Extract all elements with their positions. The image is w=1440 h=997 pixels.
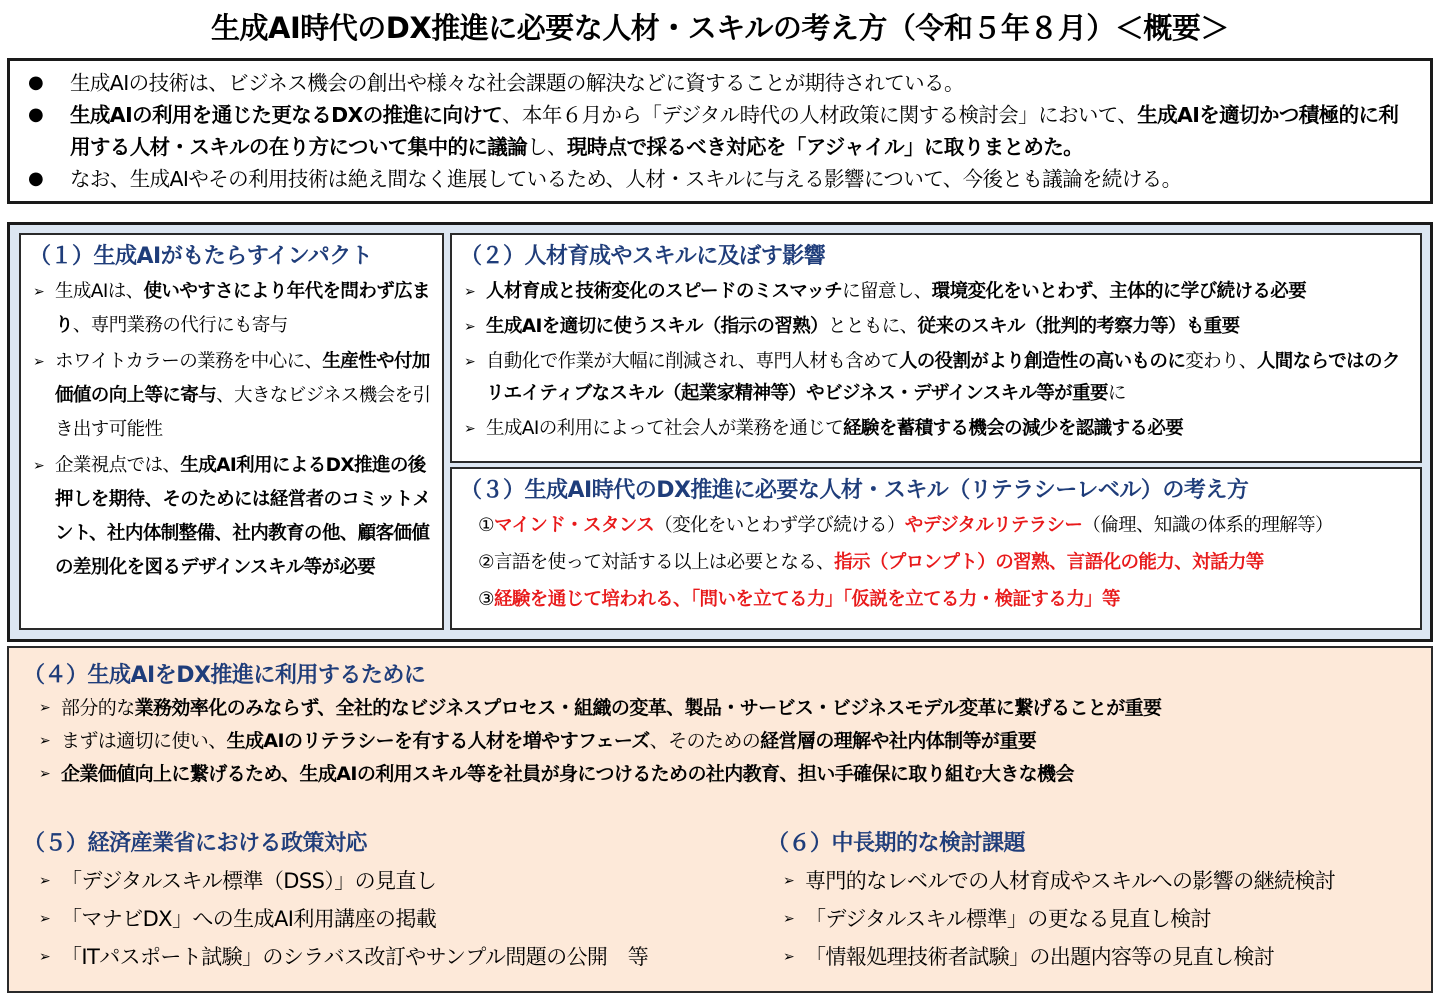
summary-box bbox=[7, 58, 1433, 204]
text-run: 生成AIの利用を通じた更なるDXの推進に向けて bbox=[70, 103, 503, 127]
list-item-text bbox=[486, 311, 1240, 343]
text-run: 経験を蓄積する機会の減少を認識する必要 bbox=[843, 418, 1184, 439]
list-item bbox=[767, 900, 1427, 938]
action-area bbox=[7, 646, 1433, 993]
text-run: （倫理、知識の体系的理解等） bbox=[1082, 515, 1333, 536]
list-item bbox=[460, 413, 1412, 445]
list-item bbox=[767, 862, 1427, 900]
list-item-text bbox=[486, 413, 1183, 445]
text-run: ① bbox=[478, 515, 494, 536]
summary-bullet bbox=[24, 99, 1416, 163]
list-item-text bbox=[61, 725, 1036, 758]
text-run: 現時点で採るべき対応を「アジャイル」に取りまとめた。 bbox=[566, 135, 1084, 159]
text-run: 指示（プロンプト）の習熟、言語化の能力、対話力等 bbox=[834, 552, 1264, 573]
text-run: 経験を通じて培われる、「問いを立てる力」「仮説を立てる力・検証する力」等 bbox=[494, 589, 1120, 610]
list-item-text bbox=[486, 276, 1306, 308]
list-item-text bbox=[61, 692, 1161, 725]
list-item bbox=[23, 862, 723, 900]
arrow-bullet-icon: ➢ bbox=[464, 284, 476, 300]
summary-bullet bbox=[24, 67, 1416, 99]
analysis-area bbox=[7, 222, 1433, 642]
arrow-bullet-icon: ➢ bbox=[39, 700, 51, 716]
list-item-text bbox=[55, 449, 434, 585]
arrow-bullet-icon: ➢ bbox=[464, 421, 476, 437]
list-item-text: 「情報処理技術者試験」の出題内容等の見直し検討 bbox=[805, 945, 1275, 969]
text-run: 企業価値向上に繋げるため、生成AIの利用スキル等を社員が身につけるための社内教育、担い手確保に取り組む大きな機会 bbox=[61, 763, 1074, 785]
numbered-item bbox=[460, 581, 1412, 618]
text-run: 環境変化をいとわず、主体的に学び続ける必要 bbox=[931, 281, 1307, 302]
arrow-bullet-icon: ➢ bbox=[464, 319, 476, 335]
arrow-bullet-icon: ➢ bbox=[33, 354, 45, 370]
section-1-panel bbox=[19, 233, 444, 630]
list-item bbox=[23, 938, 723, 976]
text-run: ②言語を使って対話する以上は必要となる、 bbox=[478, 552, 835, 573]
arrow-bullet-icon: ➢ bbox=[39, 911, 51, 927]
text-run: マインド・スタンス bbox=[494, 515, 655, 536]
text-run: 、専門業務の代行にも寄与 bbox=[72, 315, 288, 336]
section-6-column bbox=[767, 828, 1427, 976]
section-4-heading: （４）生成AIをDX推進に利用するために bbox=[23, 663, 426, 688]
arrow-bullet-icon: ➢ bbox=[39, 733, 51, 749]
text-run: とともに、 bbox=[828, 316, 918, 337]
text-run: に bbox=[1107, 383, 1126, 404]
arrow-bullet-icon: ➢ bbox=[33, 284, 45, 300]
text-run: ホワイトカラーの業務を中心に、 bbox=[55, 351, 323, 372]
list-item bbox=[23, 692, 1417, 725]
text-run: なお、生成AIやその利用技術は絶え間なく進展しているため、人材・スキルに与える影響について、今後とも議論を続ける。 bbox=[70, 167, 1182, 191]
list-item bbox=[460, 276, 1412, 308]
text-run: ③ bbox=[478, 589, 494, 610]
section-2-panel bbox=[450, 233, 1422, 463]
text-run: 生成AI利用によるDX推進の後押しを期待、そのためには経営者のコミットメント、社内体制整備、社内教育の他、顧客価値の差別化を図るデザインスキル等が必要 bbox=[55, 455, 431, 578]
section-5-heading: （５）経済産業省における政策対応 bbox=[23, 831, 368, 856]
text-run: 生産性や付加価値の向上等に寄与 bbox=[55, 351, 430, 406]
text-run: に留意し、 bbox=[842, 281, 932, 302]
list-item-text: 「デジタルスキル標準」の更なる見直し検討 bbox=[805, 907, 1211, 931]
list-item-text: 「ITパスポート試験」のシラバス改訂やサンプル問題の公開 等 bbox=[61, 945, 649, 969]
arrow-bullet-icon: ➢ bbox=[39, 949, 51, 965]
arrow-bullet-icon: ➢ bbox=[39, 873, 51, 889]
list-item-text bbox=[55, 345, 434, 447]
summary-text bbox=[70, 67, 1416, 99]
list-item bbox=[29, 275, 434, 343]
text-run: 生成AIの技術は、ビジネス機会の創出や様々な社会課題の解決などに資することが期待されている。 bbox=[70, 71, 964, 95]
list-item bbox=[29, 449, 434, 585]
summary-bullet bbox=[24, 163, 1416, 195]
section-6-heading: （６）中長期的な検討課題 bbox=[767, 831, 1026, 856]
section-5-list bbox=[23, 862, 723, 976]
text-run: 、大きなビジネス機会を引き出す可能性 bbox=[55, 385, 431, 440]
text-run: 生成AIのリテラシーを有する人材を増やすフェーズ bbox=[226, 730, 650, 752]
section-3-panel bbox=[450, 467, 1422, 630]
text-run: 生成AIを適切かつ積極的に利用する人材・スキルの在り方について集中的に議論 bbox=[70, 103, 1399, 159]
text-run: し、 bbox=[527, 135, 567, 159]
list-item-text bbox=[486, 346, 1412, 410]
numbered-item bbox=[460, 544, 1412, 581]
text-run: 変わり、 bbox=[1185, 351, 1257, 372]
text-run: （変化をいとわず学び続ける） bbox=[654, 515, 905, 536]
section-2-heading: （２）人材育成やスキルに及ぼす影響 bbox=[460, 244, 826, 269]
list-item-text: 「マナビDX」への生成AI利用講座の掲載 bbox=[61, 907, 437, 931]
list-item bbox=[460, 346, 1412, 410]
text-run: 従来のスキル（批判的考察力等）も重要 bbox=[917, 316, 1240, 337]
section-1-heading: （１）生成AIがもたらすインパクト bbox=[29, 244, 373, 269]
arrow-bullet-icon: ➢ bbox=[783, 949, 795, 965]
summary-text bbox=[70, 99, 1416, 163]
bullet-icon: ● bbox=[28, 104, 44, 125]
section-3-list bbox=[460, 507, 1412, 618]
numbered-item bbox=[460, 507, 1412, 544]
text-run: 、本年６月から「デジタル時代の人材政策に関する検討会」において、 bbox=[502, 103, 1138, 127]
text-run: 業務効率化のみならず、全社的なビジネスプロセス・組織の変革、製品・サービス・ビジネスモデル変革に繋げることが重要 bbox=[134, 697, 1162, 719]
text-run: 使いやすさにより年代を問わず広まり bbox=[55, 281, 430, 336]
arrow-bullet-icon: ➢ bbox=[783, 873, 795, 889]
list-item-text bbox=[55, 275, 434, 343]
list-item bbox=[23, 900, 723, 938]
list-item bbox=[23, 758, 1417, 791]
bullet-icon: ● bbox=[28, 168, 44, 189]
list-item-text: 専門的なレベルでの人材育成やスキルへの影響の継続検討 bbox=[805, 869, 1336, 893]
list-item bbox=[29, 345, 434, 447]
list-item-text bbox=[61, 758, 1074, 791]
text-run: 企業視点では、 bbox=[55, 455, 181, 476]
bullet-icon: ● bbox=[28, 72, 44, 93]
text-run: まずは適切に使い、 bbox=[61, 730, 227, 752]
list-item bbox=[767, 938, 1427, 976]
text-run: 、そのための bbox=[649, 730, 761, 752]
text-run: 生成AIを適切に使うスキル（指示の習熟） bbox=[486, 316, 829, 337]
summary-text bbox=[70, 163, 1416, 195]
text-run: 自動化で作業が大幅に削減され、専門人材も含めて bbox=[486, 351, 899, 372]
section-5-column bbox=[23, 828, 723, 976]
section-1-list bbox=[29, 275, 434, 585]
arrow-bullet-icon: ➢ bbox=[39, 766, 51, 782]
page-title: 生成AI時代のDX推進に必要な人材・スキルの考え方（令和５年８月）＜概要＞ bbox=[211, 11, 1229, 45]
text-run: 経営層の理解や社内体制等が重要 bbox=[760, 730, 1037, 752]
text-run: やデジタルリテラシー bbox=[904, 515, 1083, 536]
section-4-list bbox=[23, 692, 1417, 791]
list-item-text: 「デジタルスキル標準（DSS）」の見直し bbox=[61, 869, 437, 893]
arrow-bullet-icon: ➢ bbox=[33, 458, 45, 474]
arrow-bullet-icon: ➢ bbox=[464, 354, 476, 370]
text-run: 人材育成と技術変化のスピードのミスマッチ bbox=[486, 281, 843, 302]
section-3-heading: （３）生成AI時代のDX推進に必要な人材・スキル（リテラシーレベル）の考え方 bbox=[460, 478, 1249, 503]
list-item bbox=[460, 311, 1412, 343]
arrow-bullet-icon: ➢ bbox=[783, 911, 795, 927]
text-run: 人の役割がより創造性の高いものに bbox=[898, 351, 1186, 372]
text-run: 生成AIの利用によって社会人が業務を通じて bbox=[486, 418, 844, 439]
text-run: 部分的な bbox=[61, 697, 135, 719]
text-run: 人間ならではのクリエイティブなスキル（起業家精神等）やビジネス・デザインスキル等が重要 bbox=[486, 351, 1400, 404]
list-item bbox=[23, 725, 1417, 758]
text-run: 生成AIは、 bbox=[55, 281, 144, 302]
section-2-list bbox=[460, 276, 1412, 445]
section-6-list bbox=[767, 862, 1427, 976]
